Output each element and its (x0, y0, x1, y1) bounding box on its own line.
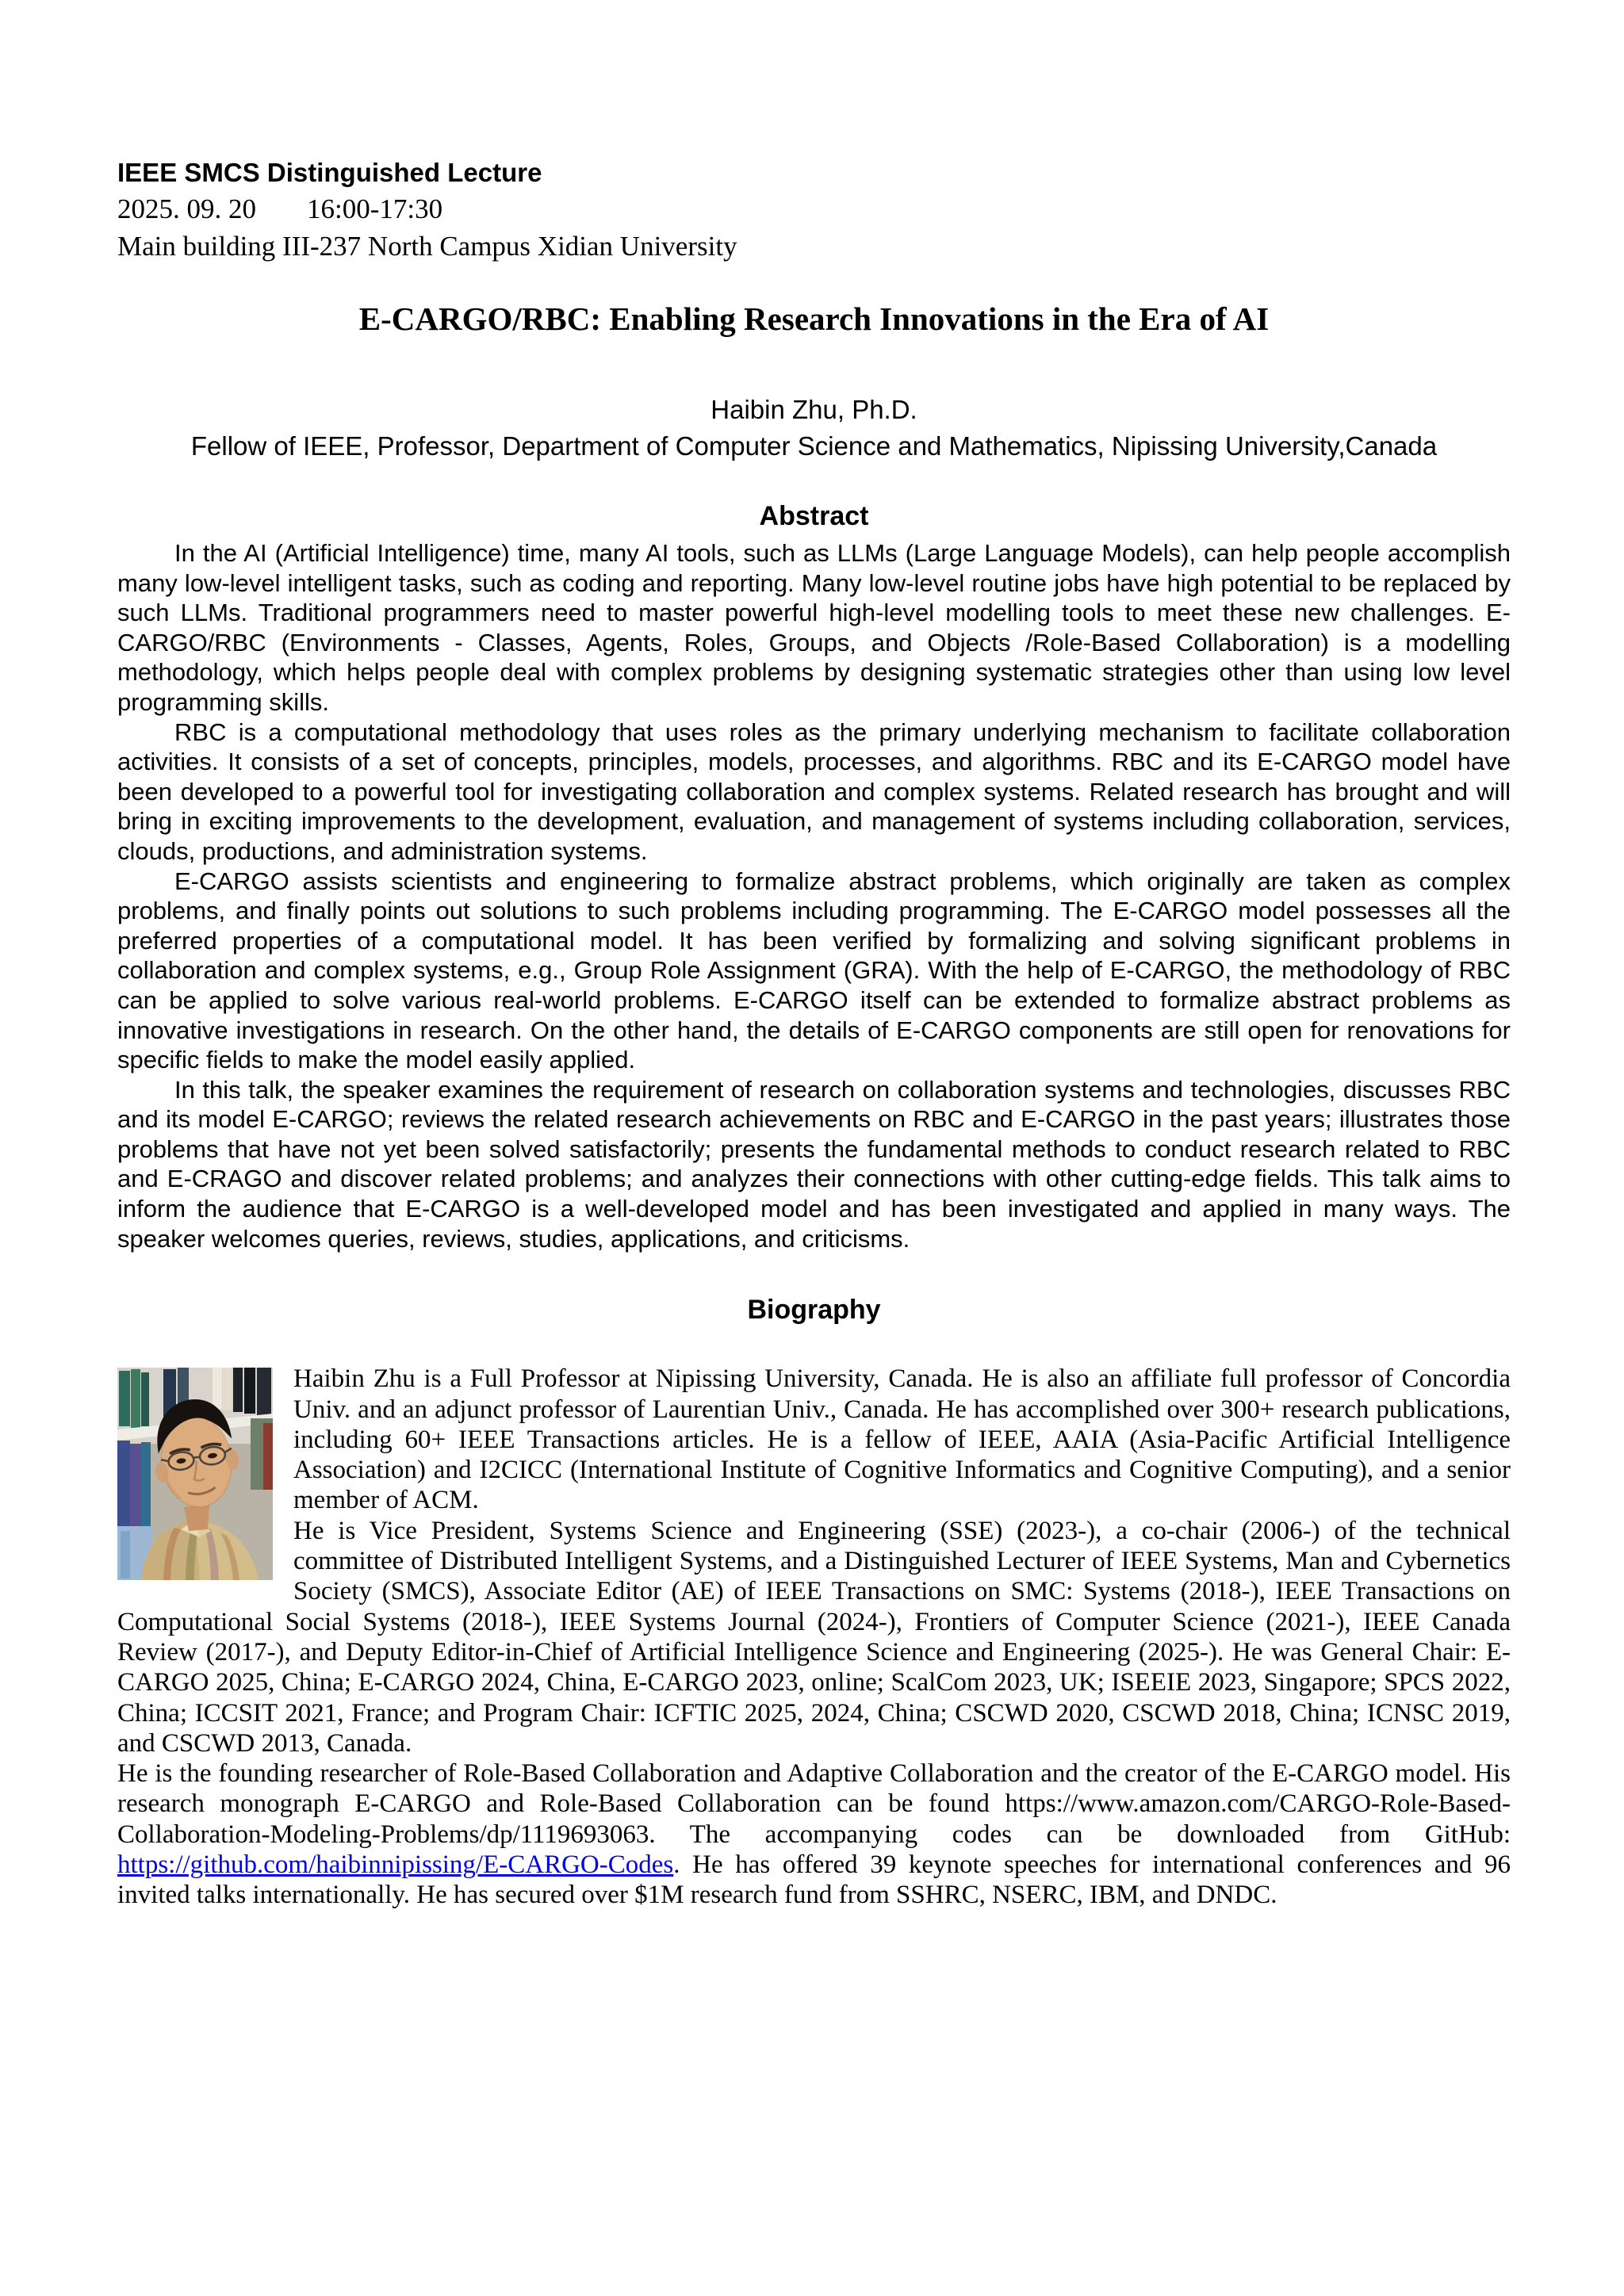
lecture-location: Main building III-237 North Campus Xidian University (117, 231, 737, 262)
abstract-paragraph-1: In the AI (Artificial Intelligence) time, many AI tools, such as LLMs (Large Language Models), can help people accomplish many low-level intelligent tasks, such as coding and reporting. Many low-level routine jobs have high potential to be replaced by such LLMs. Traditional programmers need to master powerful high-level modelling tools to meet these new challenges. E-CARGO/RBC (Environments - Classes, Agents, Roles, Groups, and Objects /Role-Based Collaboration) is a modelling methodology, which helps people deal with complex problems by designing systematic strategies other than using low level programming skills. (117, 539, 1511, 716)
header-block (117, 155, 1511, 265)
talk-title: E-CARGO/RBC: Enabling Research Innovations in the Era of AI (358, 300, 1270, 337)
biography-paragraph-2: He is Vice President, Systems Science and Engineering (SSE) (2023-), a co-chair (2006-) of the technical committee of Distributed Intelligent Systems, and a Distinguished Lecturer of IEEE Systems, Man and Cybernetics Society (SMCS), Associate Editor (AE) of IEEE Transactions on SMC: Systems (2018-), IEEE Transactions on Computational Social Systems (2018-), IEEE Systems Journal (2024-), Frontiers of Computer Science (2021-), IEEE Canada Review (2017-), and Deputy Editor-in-Chief of Artificial Intelligence Science and Engineering (2025-). He was General Chair: E-CARGO 2025, China; E-CARGO 2024, China, E-CARGO 2023, online; ScalCom 2023, UK; ISEEIE 2023, Singapore; SPCS 2022, China; ICCSIT 2021, France; and Program Chair: ICFTIC 2025, 2024, China; CSCWD 2020, CSCWD 2018, China; ICNSC 2019, and CSCWD 2013, Canada. (117, 1516, 1511, 1758)
biography-paragraph-3 (117, 1758, 1511, 1910)
biography-body (117, 1364, 1511, 1910)
abstract-body (117, 538, 1511, 1253)
speaker-affiliation: Fellow of IEEE, Professor, Department of Computer Science and Mathematics, Nipissing University,Canada (190, 431, 1438, 461)
abstract-paragraph-2: RBC is a computational methodology that uses roles as the primary underlying mechanism to facilitate collaboration activities. It consists of a set of concepts, principles, models, processes, and algorithms. RBC and its E-CARGO model have been developed to a powerful tool for investigating collaboration and complex systems. Related research has brought and will bring in exciting improvements to the development, evaluation, and management of systems including collaboration, services, clouds, productions, and administration systems. (117, 718, 1511, 865)
biography-closing-text-before-link: He is the founding researcher of Role-Based Collaboration and Adaptive Collaboration and the creator of the E-CARGO model. His research monograph E-CARGO and Role-Based Collaboration can be found https://www.amazon.com/CARGO-Role-Based-Collaboration-Modeling-Problems/dp/1119693063. The accompanying codes can be downloaded from GitHub: (117, 1759, 1511, 1849)
biography-paragraph-1: Haibin Zhu is a Full Professor at Nipissing University, Canada. He is also an affiliate full professor of Concordia Univ. and an adjunct professor of Laurentian Univ., Canada. He has accomplished over 300+ research publications, including 60+ IEEE Transactions articles. He is a fellow of IEEE, AAIA (Asia-Pacific Artificial Intelligence Association) and I2CICC (International Institute of Cognitive Informatics and Cognitive Computing), and a senior member of ACM. (293, 1364, 1511, 1515)
lecture-date: 2025. 09. 20 (117, 193, 256, 224)
biography-closing-text-after-link: . He has offered 39 keynote speeches for international conferences and 96 invited talks internationally. He has secured over $1M research fund from SSHRC, NSERC, IBM, and DNDC. (117, 1850, 1511, 1910)
biography-heading: Biography (747, 1295, 881, 1326)
speaker-name: Haibin Zhu, Ph.D. (710, 395, 917, 424)
lecture-series-title: IEEE SMCS Distinguished Lecture (117, 158, 542, 187)
abstract-heading: Abstract (759, 501, 869, 531)
abstract-paragraph-4: In this talk, the speaker examines the requirement of research on collaboration systems and technologies, discusses RBC and its model E-CARGO; reviews the related research achievements on RBC and E-CARGO in the past years; illustrates those problems that have not yet been solved satisfactorily; presents the fundamental methods to conduct research related to RBC and E-CRAGO and discover related problems; and analyzes their connections with other cutting-edge fields. This talk aims to inform the audience that E-CARGO is a well-developed model and has been investigated and applied in many ways. The speaker welcomes queries, reviews, studies, applications, and criticisms. (117, 1075, 1511, 1253)
lecture-time: 16:00-17:30 (307, 193, 443, 224)
lecture-datetime (117, 190, 1511, 228)
abstract-paragraph-3: E-CARGO assists scientists and engineering to formalize abstract problems, which originally are taken as complex problems, and finally points out solutions to such problems including programming. The E-CARGO model possesses all the preferred properties of a computational model. It has been verified by formalizing and solving significant problems in collaboration and complex systems, e.g., Group Role Assignment (GRA). With the help of E-CARGO, the methodology of RBC can be applied to solve various real-world problems. E-CARGO itself can be extended to formalize abstract problems as innovative investigations in research. On the other hand, the details of E-CARGO components are still open for renovations for specific fields to make the model easily applied. (117, 867, 1511, 1074)
speaker-photo (117, 1368, 273, 1580)
github-codes-link[interactable]: https://github.com/haibinnipissing/E-CARGO-Codes (117, 1850, 674, 1879)
